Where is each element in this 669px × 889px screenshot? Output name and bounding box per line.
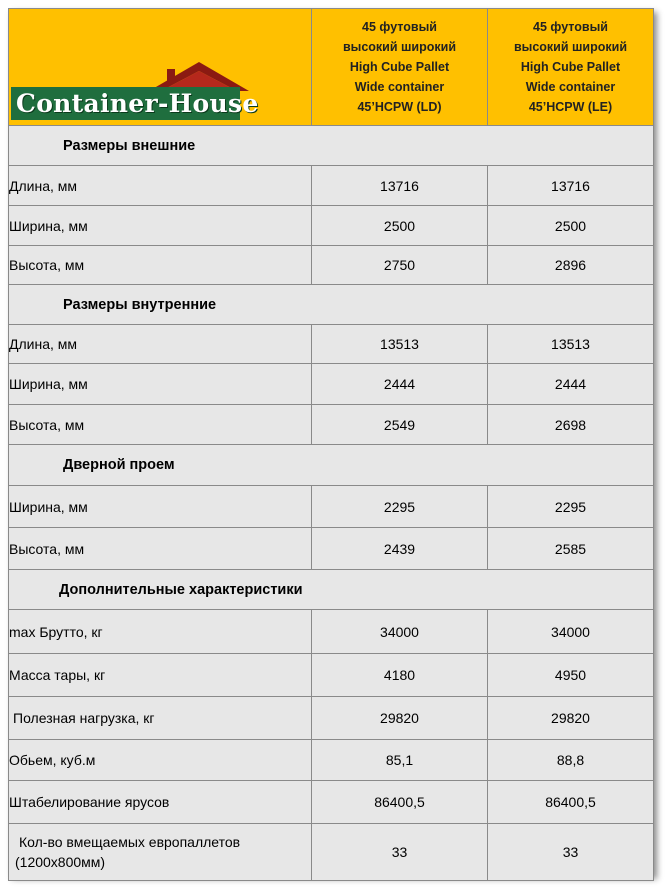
table-row [9,528,654,570]
row-label: Высота, мм [9,405,312,445]
row-label: Ширина, мм [9,486,312,528]
table-row [9,364,654,405]
header-col2-line: высокий широкий [513,40,628,54]
header-col2-line: 45 футовый [533,20,608,34]
row-value-1: 29820 [312,697,488,740]
table-row [9,824,654,881]
row-value-2: 4950 [488,654,654,697]
spec-table [8,8,654,881]
row-value-2: 2896 [488,246,654,285]
row-value-2: 33 [488,824,654,881]
row-label: Обьем, куб.м [9,740,312,781]
header-row [9,9,654,126]
row-label: Масса тары, кг [9,654,312,697]
section-title-extra: Дополнительные характеристики [9,570,654,610]
row-value-2: 88,8 [488,740,654,781]
table-row [9,246,654,285]
header-col1-line: High Cube Pallet [349,60,450,74]
header-col1-line: Wide container [354,80,445,94]
row-value-2: 2295 [488,486,654,528]
row-value-1: 2444 [312,364,488,405]
row-label: Ширина, мм [9,364,312,405]
row-value-1: 13513 [312,325,488,364]
row-label: Высота, мм [9,246,312,285]
row-label-line1: Кол-во вмещаемых европаллетов [19,834,241,850]
row-label: Высота, мм [9,528,312,570]
section-title-internal: Размеры внутренние [9,285,654,325]
logo-text: Container-House [16,89,259,118]
logo-cell [9,9,312,126]
row-value-2: 2444 [488,364,654,405]
row-value-2: 86400,5 [488,781,654,824]
row-value-1: 2439 [312,528,488,570]
row-value-2: 13716 [488,166,654,206]
section-row [9,570,654,610]
row-label: max Брутто, кг [9,610,312,654]
row-label: Длина, мм [9,325,312,364]
logo [9,9,312,124]
row-value-1: 2750 [312,246,488,285]
header-col2-line: Wide container [525,80,616,94]
table-row [9,740,654,781]
row-value-1: 2549 [312,405,488,445]
row-label: Ширина, мм [9,206,312,246]
table-row [9,166,654,206]
row-value-1: 34000 [312,610,488,654]
row-value-1: 2295 [312,486,488,528]
row-value-1: 13716 [312,166,488,206]
table-row [9,610,654,654]
table-row [9,405,654,445]
header-col2 [488,9,654,126]
header-col1-line: 45 футовый [362,20,437,34]
row-label: Штабелирование ярусов [9,781,312,824]
row-value-2: 13513 [488,325,654,364]
table-row [9,206,654,246]
header-col2-line: High Cube Pallet [520,60,621,74]
row-label-line2: (1200х800мм) [15,854,106,870]
table-row [9,486,654,528]
header-col1 [312,9,488,126]
header-col2-line: 45’HCPW (LE) [528,100,613,114]
table-row [9,781,654,824]
section-row [9,445,654,486]
row-label: Полезная нагрузка, кг [9,697,312,740]
row-value-2: 2585 [488,528,654,570]
row-value-1: 4180 [312,654,488,697]
table-row [9,654,654,697]
section-title-external: Размеры внешние [9,126,654,166]
row-value-1: 86400,5 [312,781,488,824]
table-row [9,325,654,364]
row-value-2: 34000 [488,610,654,654]
header-col1-line: 45’HCPW (LD) [357,100,442,114]
header-col1-line: высокий широкий [342,40,457,54]
row-value-2: 29820 [488,697,654,740]
section-title-door: Дверной проем [9,445,654,486]
section-row [9,126,654,166]
row-value-1: 85,1 [312,740,488,781]
section-row [9,285,654,325]
row-label [9,824,312,881]
row-value-2: 2698 [488,405,654,445]
table-row [9,697,654,740]
row-value-1: 2500 [312,206,488,246]
row-value-1: 33 [312,824,488,881]
row-value-2: 2500 [488,206,654,246]
row-label: Длина, мм [9,166,312,206]
spec-table-frame [8,8,653,875]
